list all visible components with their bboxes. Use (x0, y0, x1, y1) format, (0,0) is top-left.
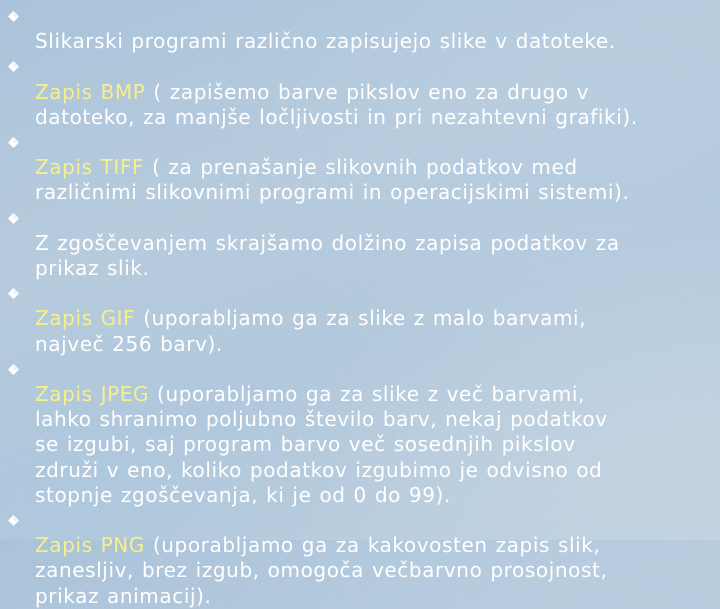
bullet-text: ( za prenašanje slikovnih podatkov med različnimi slikovnimi programi in operacijskimi sistemi). (35, 155, 630, 205)
bullet-highlight: Zapis TIFF (35, 155, 145, 180)
bullet-text: ( zapišemo barve pikslov eno za drugo v datoteko, za manjše ločljivosti in pri nezahtevni grafiki). (35, 79, 638, 129)
bullet-item-6 (0, 357, 720, 508)
bullet-item-3 (0, 130, 720, 206)
diamond-bullet-icon (8, 515, 19, 526)
bullet-text: Z zgoščevanjem skrajšamo dolžino zapisa podatkov za prikaz slik. (35, 230, 620, 281)
bullet-highlight: Zapis PNG (35, 533, 145, 558)
bullet-item-7 (0, 508, 720, 609)
bullet-highlight: Zapis GIF (35, 306, 136, 331)
bullet-text: (uporabljamo ga za kakovosten zapis slik, zanesljiv, brez izgub, omogoča večbarvno prosojnost, prikaz animacij). (35, 533, 608, 608)
diamond-bullet-icon (8, 364, 19, 375)
diamond-bullet-icon (8, 213, 19, 224)
bullet-item-4 (0, 206, 720, 282)
diamond-bullet-icon (8, 11, 19, 22)
diamond-bullet-icon (8, 288, 19, 299)
bullet-item-5 (0, 281, 720, 357)
bullet-item-1 (0, 4, 720, 54)
diamond-bullet-icon (8, 137, 19, 148)
bullet-highlight: Zapis BMP (35, 79, 146, 104)
bullet-list (0, 4, 720, 609)
diamond-bullet-icon (8, 61, 19, 72)
bullet-item-2 (0, 54, 720, 130)
bullet-text: (uporabljamo ga za slike z malo barvami, največ 256 barv). (35, 306, 587, 356)
bullet-text: Slikarski programi različno zapisujejo slike v datoteke. (35, 29, 616, 54)
bullet-text: (uporabljamo ga za slike z več barvami, lahko shranimo poljubno število barv, nekaj podatkov se izgubi, saj program barvo več sosednjih pikslov združi v eno, koliko podatkov izgubimo je odvisno od stopnje zgoščevanja, ki je od 0 do 99). (35, 382, 608, 507)
bullet-highlight: Zapis JPEG (35, 382, 150, 407)
